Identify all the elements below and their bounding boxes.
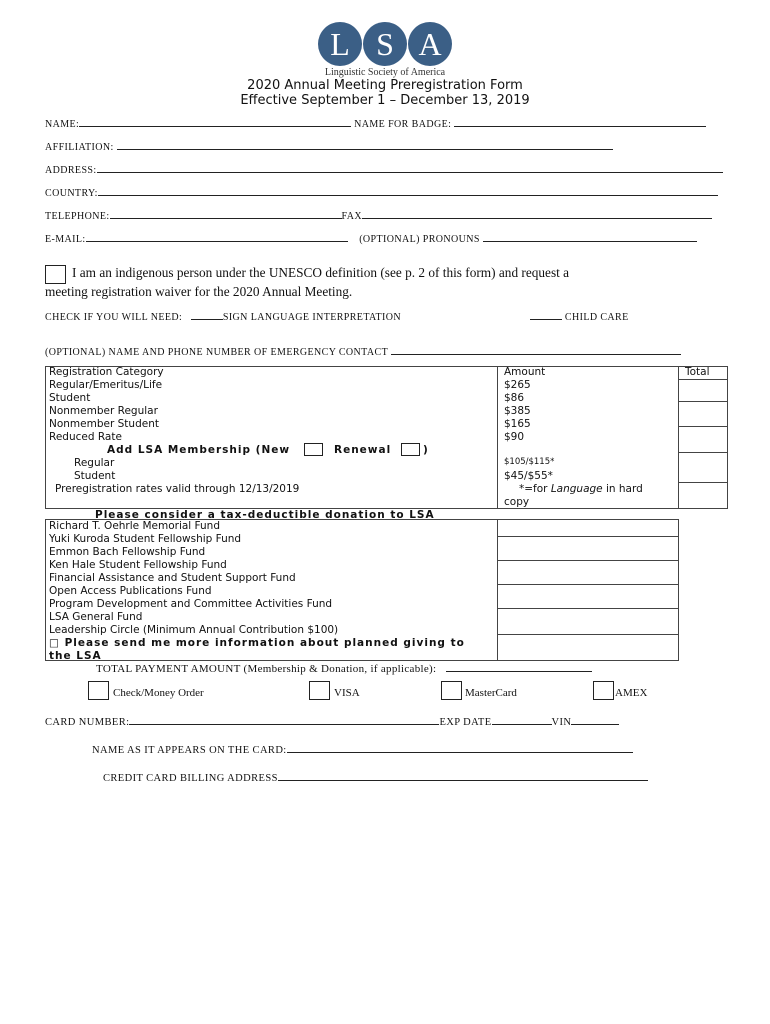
logo-tagline: Linguistic Society of America xyxy=(324,67,446,78)
col-amount: Amount xyxy=(504,366,546,378)
reg-row-amount: $385 xyxy=(504,405,531,417)
emergency-field[interactable] xyxy=(45,345,681,358)
child-care-label: CHILD CARE xyxy=(564,312,629,323)
fund-row: LSA General Fund xyxy=(49,611,143,623)
member-row-label: Student xyxy=(74,470,116,482)
reg-row-amount: $86 xyxy=(504,392,525,404)
visa-checkbox[interactable] xyxy=(309,681,330,700)
divider xyxy=(497,519,498,661)
divider xyxy=(678,401,728,402)
divider xyxy=(678,482,728,483)
divider xyxy=(497,366,498,509)
reg-row-amount: $165 xyxy=(504,418,531,430)
member-row-amount: $45/$55* xyxy=(504,470,553,482)
fund-row: Richard T. Oehrle Memorial Fund xyxy=(49,520,220,532)
indigenous-text-1: I am an indigenous person under the UNESCO definition (see p. 2 of this form) and request a xyxy=(72,265,570,280)
valid-note: Preregistration rates valid through 12/13/2019 xyxy=(55,483,300,495)
vin-label: VIN xyxy=(551,717,572,728)
emergency-label: (OPTIONAL) NAME AND PHONE NUMBER OF EMERGENCY CONTACT xyxy=(45,347,388,358)
form-subtitle: Effective September 1 – December 13, 2019 xyxy=(240,93,530,108)
donation-heading: Please consider a tax-deductible donation to LSA xyxy=(95,509,435,521)
language-note: *=for Language in hard xyxy=(519,483,643,495)
check-money-order-checkbox[interactable] xyxy=(88,681,109,700)
mastercard-checkbox[interactable] xyxy=(441,681,462,700)
total-payment-label: TOTAL PAYMENT AMOUNT (Membership & Donation, if applicable): xyxy=(96,663,437,675)
needs-label: CHECK IF YOU WILL NEED: xyxy=(45,312,183,323)
telephone-field[interactable] xyxy=(45,209,712,222)
country-field[interactable] xyxy=(45,186,718,199)
divider xyxy=(497,560,679,561)
email-field[interactable] xyxy=(45,232,697,245)
form-title: 2020 Annual Meeting Preregistration Form xyxy=(247,78,523,93)
col-category: Registration Category xyxy=(49,366,164,378)
divider xyxy=(497,608,679,609)
fund-row: Financial Assistance and Student Support Fund xyxy=(49,572,296,584)
total-payment-blank[interactable] xyxy=(446,662,592,672)
check-money-order-label: Check/Money Order xyxy=(113,687,204,699)
lsa-logo xyxy=(318,22,452,78)
name-on-card-label: NAME AS IT APPEARS ON THE CARD: xyxy=(92,745,287,756)
close-paren: ) xyxy=(423,444,429,456)
new-membership-checkbox[interactable] xyxy=(304,443,323,456)
planned-giving-text: the LSA xyxy=(49,650,102,662)
reg-row-label: Reduced Rate xyxy=(49,431,122,443)
divider xyxy=(497,584,679,585)
divider xyxy=(497,634,679,635)
logo-letter-s: S xyxy=(363,22,407,66)
fax-label: FAX xyxy=(341,211,363,222)
fund-row: Yuki Kuroda Student Fellowship Fund xyxy=(49,533,242,545)
sign-language-blank[interactable] xyxy=(191,310,223,320)
reg-row-label: Nonmember Regular xyxy=(49,405,158,417)
reg-row-label: Student xyxy=(49,392,91,404)
amex-checkbox[interactable] xyxy=(593,681,614,700)
email-label: E-MAIL: xyxy=(45,234,86,245)
sign-language-label: SIGN LANGUAGE INTERPRETATION xyxy=(222,312,402,323)
billing-address-field[interactable] xyxy=(103,771,648,784)
logo-letter-l: L xyxy=(318,22,362,66)
renewal-label: Renewal xyxy=(334,444,392,456)
card-number-label: CARD NUMBER: xyxy=(45,717,130,728)
member-row-label: Regular xyxy=(74,457,115,469)
fund-row: Open Access Publications Fund xyxy=(49,585,212,597)
card-number-field[interactable] xyxy=(45,715,619,728)
affiliation-field[interactable] xyxy=(45,140,613,153)
logo-letter-a: A xyxy=(408,22,452,66)
indigenous-text-2: meeting registration waiver for the 2020 Annual Meeting. xyxy=(45,284,353,299)
reg-row-amount: $90 xyxy=(504,431,525,443)
fund-row: Ken Hale Student Fellowship Fund xyxy=(49,559,227,571)
exp-date-label: EXP DATE xyxy=(439,717,492,728)
divider xyxy=(678,426,728,427)
amex-label: AMEX xyxy=(615,687,648,699)
divider xyxy=(497,536,679,537)
membership-heading: Add LSA Membership (New xyxy=(107,444,291,456)
country-label: COUNTRY: xyxy=(45,188,98,199)
indigenous-checkbox[interactable] xyxy=(45,265,66,284)
language-note-copy: copy xyxy=(504,496,530,508)
reg-row-label: Regular/Emeritus/Life xyxy=(49,379,163,391)
planned-giving-checkbox[interactable]: □ Please send me more information about planned giving to xyxy=(49,637,465,649)
fund-row: Leadership Circle (Minimum Annual Contribution $100) xyxy=(49,624,339,636)
name-field[interactable] xyxy=(45,117,706,130)
billing-address-label: CREDIT CARD BILLING ADDRESS xyxy=(103,773,278,784)
visa-label: VISA xyxy=(334,687,360,699)
col-total: Total xyxy=(685,366,710,378)
divider xyxy=(678,366,679,509)
telephone-label: TELEPHONE: xyxy=(45,211,110,222)
child-care-blank[interactable] xyxy=(530,310,562,320)
divider xyxy=(678,452,728,453)
pronouns-label: (OPTIONAL) PRONOUNS xyxy=(359,234,480,245)
needs-row xyxy=(45,310,401,323)
reg-row-label: Nonmember Student xyxy=(49,418,159,430)
fund-row: Emmon Bach Fellowship Fund xyxy=(49,546,206,558)
member-row-amount: $105/$115* xyxy=(504,457,555,467)
reg-row-amount: $265 xyxy=(504,379,531,391)
child-care-row xyxy=(530,310,629,323)
name-on-card-field[interactable] xyxy=(92,743,633,756)
total-payment xyxy=(96,662,592,675)
mastercard-label: MasterCard xyxy=(465,687,517,699)
affiliation-label: AFFILIATION: xyxy=(45,142,114,153)
name-label: NAME: xyxy=(45,119,80,130)
badge-label: NAME FOR BADGE: xyxy=(354,119,452,130)
address-field[interactable] xyxy=(45,163,723,176)
fund-row: Program Development and Committee Activities Fund xyxy=(49,598,333,610)
renewal-checkbox[interactable] xyxy=(401,443,420,456)
address-label: ADDRESS: xyxy=(45,165,97,176)
divider xyxy=(678,379,728,380)
